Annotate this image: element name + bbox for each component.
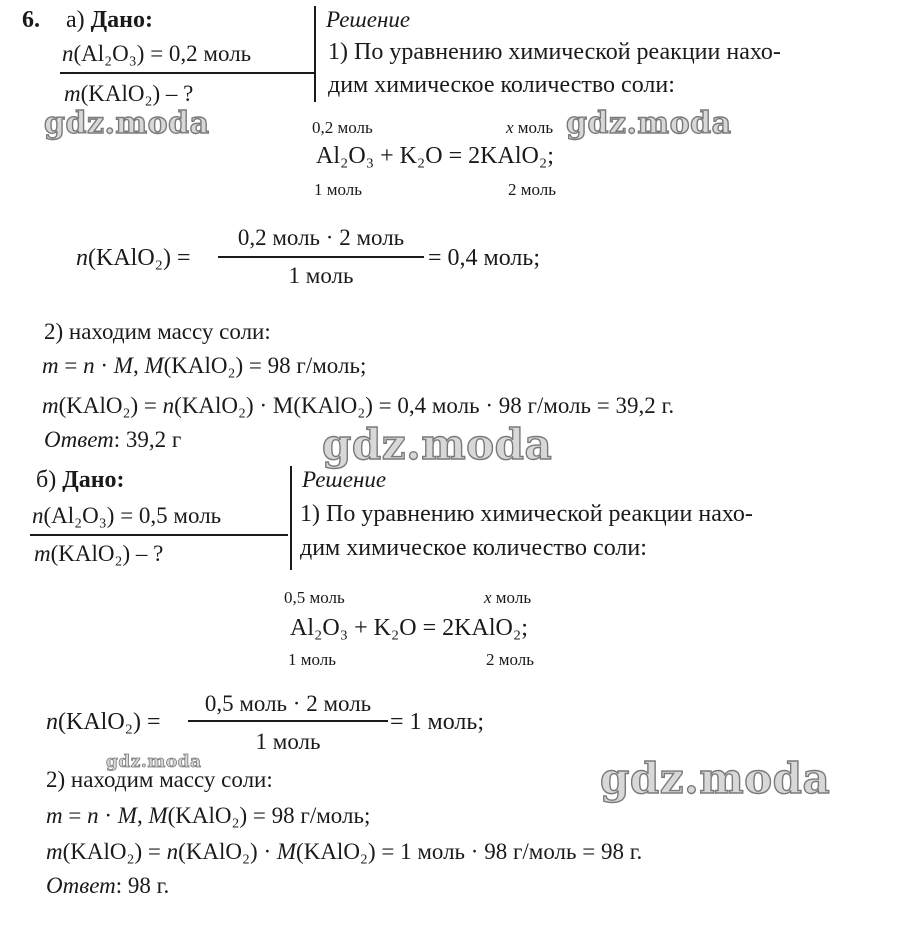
part-b-calc-lhs: n(KAlO₂) = (46, 709, 161, 735)
part-a-mass-calc: m(KAlO₂) = n(KAlO₂) · M(KAlO₂) = 0,4 моль · 98 г/моль = 39,2 г. (42, 393, 675, 418)
watermark: gdz.moda (44, 106, 210, 141)
part-a-answer: Ответ: 39,2 г (44, 427, 182, 452)
watermark: gdz.moda (600, 754, 831, 803)
part-a-given-title: Дано: (90, 7, 153, 33)
part-a-eq-top-left: 0,2 моль (312, 118, 373, 137)
part-a-find: m(KAlO₂) – ? (64, 81, 194, 106)
part-b-step2: 2) находим массу соли: (46, 767, 273, 792)
part-b-given: n(Al₂O₃) = 0,5 моль (32, 503, 222, 528)
part-a-given-divider (60, 72, 314, 74)
part-a-calc-rhs: = 0,4 моль; (428, 245, 540, 271)
part-b-given-divider (30, 534, 288, 536)
part-a-equation: Al₂O₃ + K₂O = 2KAlO₂; (316, 143, 554, 169)
part-b-find: m(KAlO₂) – ? (34, 541, 164, 566)
part-b-label: б) (36, 467, 57, 493)
part-a-label: а) (66, 7, 85, 33)
part-b-given-title: Дано: (62, 467, 125, 493)
part-a-step2: 2) находим массу соли: (44, 319, 271, 344)
part-b-vertical-divider (290, 466, 292, 570)
part-a-step1-line1: 1) По уравнению химической реакции нахо- (328, 39, 781, 65)
part-a-vertical-divider (314, 6, 316, 102)
watermark: gdz.moda (106, 752, 202, 772)
part-a-given: n(Al₂O₃) = 0,2 моль (62, 41, 252, 66)
part-a-mass-formula: m = n · M, M(KAlO₂) = 98 г/моль; (42, 353, 367, 378)
part-a-header (66, 6, 153, 34)
part-a-calc-denominator: 1 моль (288, 263, 354, 288)
part-b-eq-top-left: 0,5 моль (284, 588, 345, 607)
part-b-mass-formula: m = n · M, M(KAlO₂) = 98 г/моль; (46, 803, 371, 828)
part-a-step1-line2: дим химическое количество соли: (328, 72, 675, 98)
part-b-header (36, 466, 125, 494)
part-b-calc-rhs: = 1 моль; (390, 709, 484, 735)
part-a-eq-bottom-right: 2 моль (508, 180, 557, 199)
part-b-calc-denominator: 1 моль (255, 729, 321, 754)
part-b-fraction-bar (188, 720, 388, 722)
problem-number: 6. (22, 7, 40, 33)
part-a-calc-numerator: 0,2 моль · 2 моль (237, 225, 405, 250)
part-a-eq-bottom-left: 1 моль (314, 180, 363, 199)
part-b-calc-numerator: 0,5 моль · 2 моль (204, 691, 372, 716)
part-b-mass-calc: m(KAlO₂) = n(KAlO₂) · M(KAlO₂) = 1 моль · 98 г/моль = 98 г. (46, 839, 643, 864)
watermark: gdz.moda (566, 106, 732, 141)
part-b-eq-bottom-right: 2 моль (486, 650, 535, 669)
part-b-step1-line2: дим химическое количество соли: (300, 535, 647, 561)
part-a-eq-top-right: x моль (506, 118, 554, 137)
part-b-step1-line1: 1) По уравнению химической реакции нахо- (300, 501, 753, 527)
part-a-solution-title: Решение (326, 7, 411, 32)
part-b-answer: Ответ: 98 г. (46, 873, 170, 898)
part-b-eq-top-right: x моль (484, 588, 532, 607)
part-a-calc-lhs: n(KAlO₂) = (76, 245, 191, 271)
watermark: gdz.moda (322, 420, 553, 469)
part-a-fraction-bar (218, 256, 424, 258)
part-b-equation: Al₂O₃ + K₂O = 2KAlO₂; (290, 615, 528, 641)
part-b-solution-title: Решение (302, 467, 387, 492)
part-b-eq-bottom-left: 1 моль (288, 650, 337, 669)
